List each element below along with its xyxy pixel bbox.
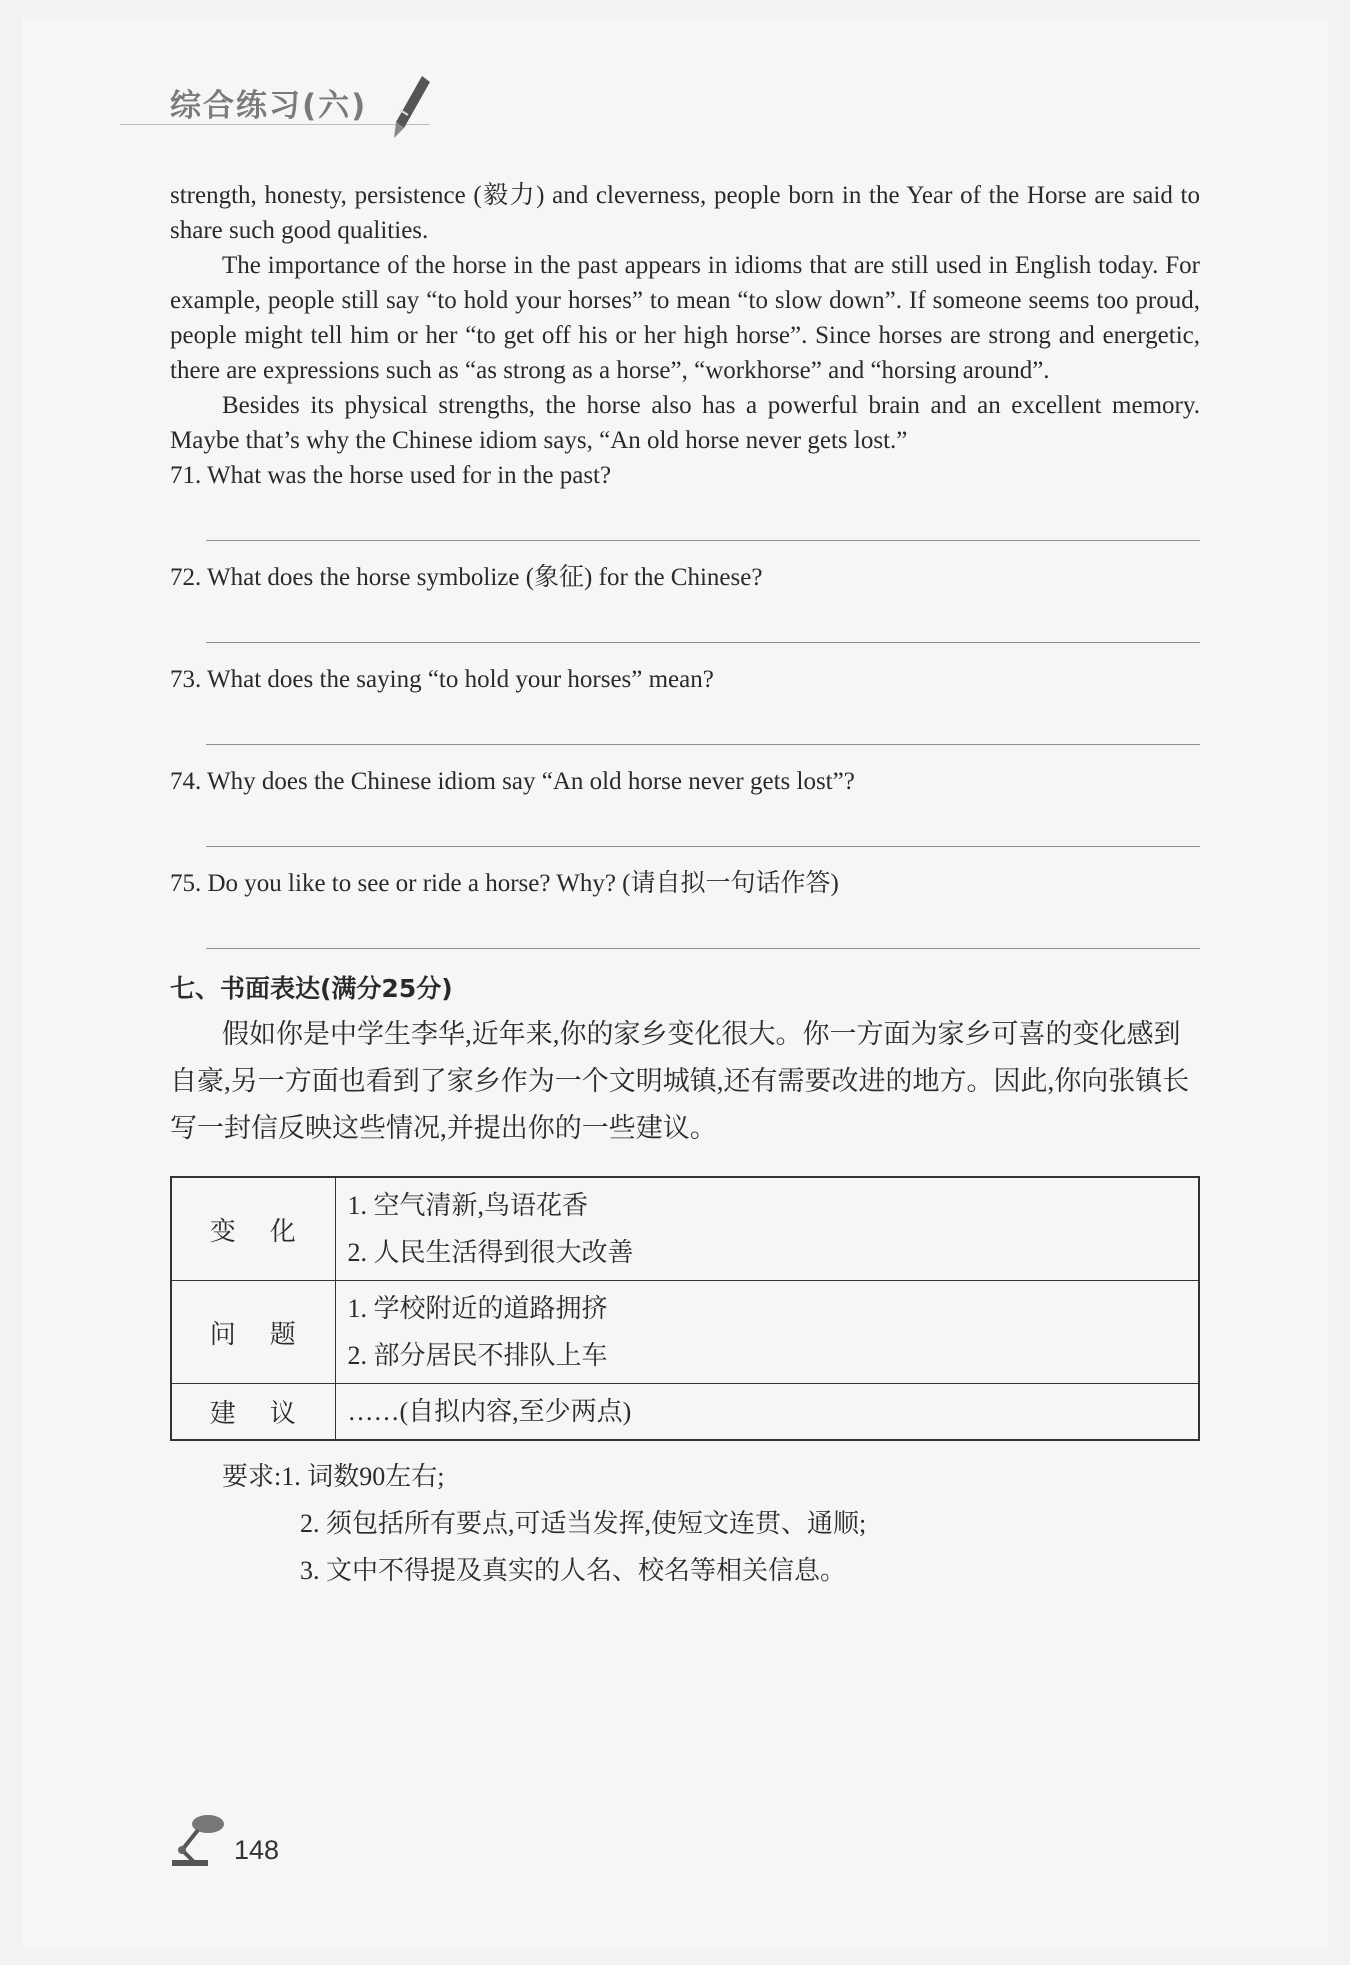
row-items (335, 1177, 1199, 1281)
row-items (335, 1281, 1199, 1384)
row-label-changes: 变化 (171, 1177, 335, 1281)
table-item: 1. 学校附近的道路拥挤 (347, 1294, 608, 1323)
writing-prompt: 假如你是中学生李华,近年来,你的家乡变化很大。你一方面为家乡可喜的变化感到自豪,另一方面也看到了家乡作为一个文明城镇,还有需要改进的地方。因此,你向张镇长写一封信反映这些情况,并提出你的一些建议。 (170, 1019, 1190, 1143)
row-items (335, 1384, 1199, 1441)
table-item: ……(自拟内容,至少两点) (347, 1397, 632, 1426)
table-item: 2. 部分居民不排队上车 (347, 1341, 608, 1370)
table-row (171, 1281, 1199, 1384)
passage-paragraph: The importance of the horse in the past appears in idioms that are still used in English today. For example, people still say “to hold your horses” to mean “to slow down”. If someone seems too proud, people might tell him or her “to get off his or her high horse”. Since horses are strong and energetic, there are expressions such as “as strong as a horse”, “workhorse” and “horsing around”. (170, 252, 1200, 384)
table-row (171, 1384, 1199, 1441)
page-number: 148 (234, 1835, 280, 1865)
question-74: 74. Why does the Chinese idiom say “An old horse never gets lost”? (170, 768, 855, 795)
table-item: 1. 空气清新,鸟语花香 (347, 1191, 589, 1220)
page-header-title: 综合练习(六) (170, 88, 368, 124)
table-row (171, 1177, 1199, 1281)
page-content (170, 178, 1200, 1594)
header-rule (120, 124, 430, 125)
writing-points-table (170, 1176, 1200, 1441)
requirement: 2. 须包括所有要点,可适当发挥,使短文连贯、通顺; (300, 1509, 867, 1538)
question-72: 72. What does the horse symbolize (象征) for the Chinese? (170, 564, 763, 591)
passage-paragraph: strength, honesty, persistence (毅力) and cleverness, people born in the Year of the Horse are said to share such good qualities. (170, 182, 1200, 244)
requirement: 3. 文中不得提及真实的人名、校名等相关信息。 (300, 1556, 847, 1585)
pen-icon (388, 72, 434, 142)
table-item: 2. 人民生活得到很大改善 (347, 1238, 634, 1267)
row-label-suggestions: 建议 (171, 1384, 335, 1441)
question-71: 71. What was the horse used for in the past? (170, 462, 612, 489)
writing-section-title: 七、书面表达(满分25分) (170, 974, 453, 1003)
passage-paragraph: Besides its physical strengths, the horse also has a powerful brain and an excellent memory. Maybe that’s why the Chinese idiom says, “An old horse never gets lost.” (170, 392, 1200, 454)
desk-lamp-icon (168, 1812, 230, 1868)
requirement: 要求:1. 词数90左右; (222, 1462, 445, 1491)
row-label-problems: 问题 (171, 1281, 335, 1384)
question-75: 75. Do you like to see or ride a horse? Why? (请自拟一句话作答) (170, 870, 839, 897)
question-73: 73. What does the saying “to hold your horses” mean? (170, 666, 714, 693)
